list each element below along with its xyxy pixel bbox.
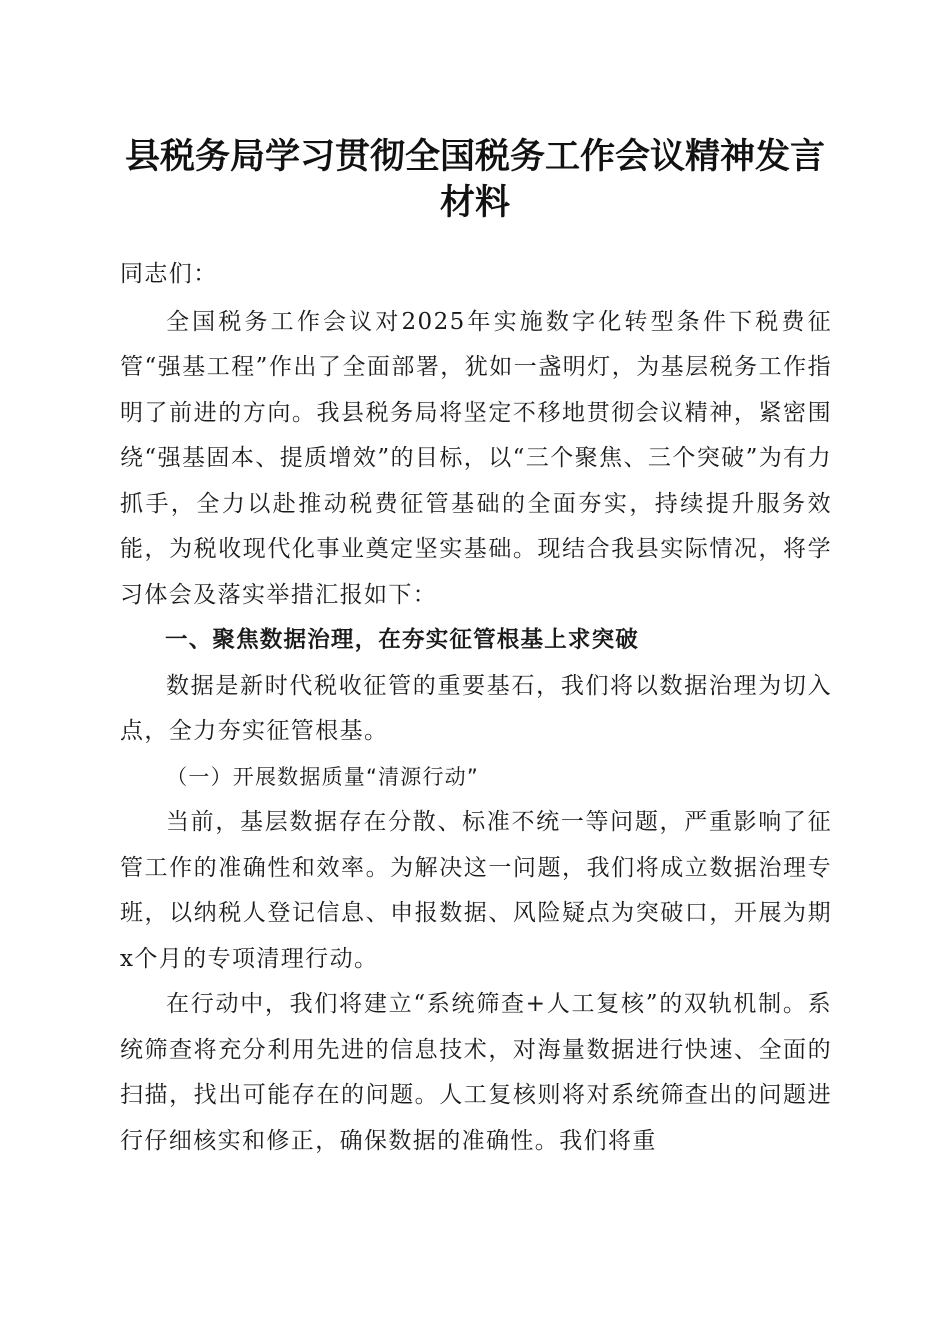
section-heading-1: 一、聚焦数据治理，在夯实征管根基上求突破 — [165, 627, 640, 653]
title-line-1: 县税务局学习贯彻全国税务工作会议精神发言 — [124, 136, 825, 177]
subsection-heading-1-1: （一）开展数据质量“清源行动” — [166, 764, 479, 789]
section-1-paragraph: 数据是新时代税收征管的重要基石，我们将以数据治理为切入点，全力夯实征管根基。 — [120, 672, 832, 744]
subsection-1-1-paragraph-1: 当前，基层数据存在分散、标准不统一等问题，严重影响了征管工作的准确性和效率。为解决这一问题，我们将成立数据治理专班，以纳税人登记信息、申报数据、风险疑点为突破口，开展为期x个月的专项清理行动。 — [120, 809, 832, 972]
intro-paragraph: 全国税务工作会议对2025年实施数字化转型条件下税费征管“强基工程”作出了全面部署，犹如一盏明灯，为基层税务工作指明了前进的方向。我县税务局将坚定不移地贯彻会议精神，紧密围绕“强基固本、提质增效”的目标，以“三个聚焦、三个突破”为有力抓手，全力以赴推动税费征管基础的全面夯实，持续提升服务效能，为税收现代化事业奠定坚实基础。现结合我县实际情况，将学习体会及落实举措汇报如下： — [120, 308, 832, 608]
salutation: 同志们： — [120, 261, 218, 287]
document-body — [120, 252, 832, 1164]
title-line-2: 材料 — [439, 182, 510, 223]
document-title — [110, 134, 840, 226]
subsection-1-1-paragraph-2: 在行动中，我们将建立“系统筛查+人工复核”的双轨机制。系统筛查将充分利用先进的信息技术，对海量数据进行快速、全面的扫描，找出可能存在的问题。人工复核则将对系统筛查出的问题进行仔细核实和修正，确保数据的准确性。我们将重 — [120, 991, 832, 1154]
